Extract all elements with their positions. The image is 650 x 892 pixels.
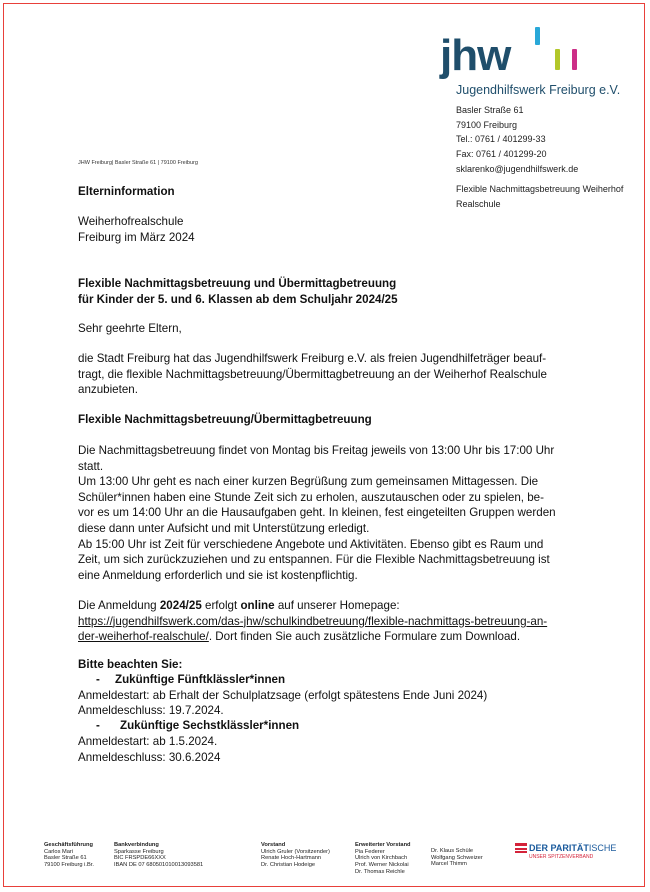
footer-management bbox=[44, 842, 94, 869]
footer-heading: Bankverbindung bbox=[114, 842, 159, 848]
registration-line-3 bbox=[78, 629, 618, 645]
group-2-deadline: Anmeldeschluss: 30.6.2024 bbox=[78, 751, 221, 764]
footer-heading: Erweiterter Vorstand bbox=[355, 842, 411, 848]
footer-bank bbox=[114, 842, 203, 869]
registration-online: online bbox=[240, 599, 275, 612]
sender-fax: Fax: 0761 / 401299-20 bbox=[456, 149, 547, 160]
registration-text: erfolgt bbox=[201, 599, 241, 612]
registration-url-line-2[interactable]: der-weiherhof-realschule/ bbox=[78, 630, 209, 644]
footer-line: Carlos Mari bbox=[44, 848, 74, 855]
logo-organization-name: Jugendhilfswerk Freiburg e.V. bbox=[456, 83, 621, 97]
return-address: JHW Freiburg| Basler Straße 61 | 79100 Freiburg bbox=[78, 160, 198, 166]
intro-line: anzubieten. bbox=[78, 383, 138, 397]
paritaetische-name-light: ISCHE bbox=[588, 843, 617, 853]
footer-line: Ulrich Gruler (Vorsitzender) bbox=[261, 848, 330, 855]
document-title: Elterninformation bbox=[78, 185, 175, 198]
registration-text: Die Anmeldung bbox=[78, 599, 160, 612]
paritaetische-subtitle: UNSER SPITZENVERBAND bbox=[529, 854, 594, 860]
details-line: Die Nachmittagsbetreuung findet von Montag bis Freitag jeweils von 13:00 Uhr bis 17:00 Uhr bbox=[78, 444, 555, 457]
jhw-logo-mark: jhw bbox=[440, 31, 511, 80]
footer-line: Pia Federer bbox=[355, 848, 385, 855]
details-line: statt. bbox=[78, 459, 104, 473]
details-line: Um 13:00 Uhr geht es nach einer kurzen Begrüßung zum gemeinsamen Mittagessen. Die bbox=[78, 475, 539, 489]
footer-line: Basler Straße 61 bbox=[44, 855, 87, 862]
footer-line: Dr. Klaus Schüle bbox=[431, 848, 474, 854]
footer-line: Renate Hoch-Hartmann bbox=[261, 855, 322, 862]
group-1-title: Zukünftige Fünftklässler*innen bbox=[115, 673, 286, 686]
registration-year: 2024/25 bbox=[159, 599, 202, 612]
footer-line: Dr. Thomas Reichle bbox=[355, 868, 405, 875]
intro-line: tragt, die flexible Nachmittagsbetreuung/Übermittagbetreuung an der Weiherhof Realschule bbox=[78, 367, 547, 381]
sender-address bbox=[456, 103, 578, 177]
footer-line: Sparkasse Freiburg bbox=[114, 848, 164, 855]
intro-paragraph bbox=[78, 351, 598, 398]
group-2-title: Zukünftige Sechstklässler*innen bbox=[120, 719, 300, 732]
department-line-2: Realschule bbox=[456, 198, 501, 209]
registration-line-1 bbox=[78, 598, 618, 614]
footer-extended-board-2 bbox=[431, 848, 483, 868]
registration-paragraph bbox=[78, 598, 618, 645]
section-heading: Flexible Nachmittagsbetreuung/Übermittagbetreuung bbox=[78, 413, 372, 426]
footer-line: Dr. Christian Hodeige bbox=[261, 862, 316, 869]
sender-phone: Tel.: 0761 / 401299-33 bbox=[456, 134, 546, 145]
details-line: eine Anmeldung erforderlich und sie ist kostenpflichtig. bbox=[78, 568, 358, 582]
paritaetische-name-bold: DER PARITÄT bbox=[529, 843, 589, 853]
footer-line: Marcel Thimm bbox=[431, 861, 467, 868]
logo-bar-magenta bbox=[572, 49, 577, 70]
footer-extended-board bbox=[355, 842, 411, 876]
paritaetische-name bbox=[529, 843, 616, 853]
bullet-dash: - bbox=[96, 673, 100, 686]
group-2-start: Anmeldestart: ab 1.5.2024. bbox=[78, 735, 218, 748]
details-line: vor es um 14:00 Uhr an die Hausaufgaben geht. In kleinen, fest eingeteilten Gruppen werden bbox=[78, 506, 556, 520]
sender-city: 79100 Freiburg bbox=[456, 119, 518, 130]
footer-heading: Vorstand bbox=[261, 842, 286, 848]
registration-url-line-1[interactable]: https://jugendhilfswerk.com/das-jhw/schulkindbetreuung/flexible-nachmittags-betreuung-an- bbox=[78, 614, 548, 628]
subject-line-2: für Kinder der 5. und 6. Klassen ab dem Schuljahr 2024/25 bbox=[78, 293, 398, 306]
details-line: Zeit, um sich zurückzuziehen und zu entspannen. Für die Flexible Nachmittagsbetreuung ist bbox=[78, 553, 550, 567]
footer-heading: Geschäftsführung bbox=[44, 842, 93, 848]
footer-line: Ulrich von Kirchbach bbox=[355, 855, 408, 862]
sender-email[interactable]: sklarenko@jugendhilfswerk.de bbox=[456, 163, 579, 174]
intro-line: die Stadt Freiburg hat das Jugendhilfswerk Freiburg e.V. als freien Jugendhilfeträger beauf- bbox=[78, 352, 547, 365]
registration-text: auf unserer Homepage: bbox=[274, 599, 400, 612]
footer-board bbox=[261, 842, 330, 869]
details-paragraph bbox=[78, 443, 608, 583]
details-line: Ab 15:00 Uhr ist Zeit für verschiedene Angebote und Aktivitäten. Ebenso gibt es Raum und bbox=[78, 537, 544, 551]
footer-line: IBAN DE 07 680501010013093581 bbox=[114, 862, 204, 869]
footer-line: 79100 Freiburg i.Br. bbox=[44, 862, 94, 869]
footer-line: Wolfgang Schweizer bbox=[431, 854, 483, 861]
footer-line: BIC FRSPDE66XXX bbox=[114, 855, 166, 862]
place-and-date: Freiburg im März 2024 bbox=[78, 231, 195, 244]
notice-heading: Bitte beachten Sie: bbox=[78, 658, 183, 671]
details-line: Schüler*innen haben eine Stunde Zeit sich zu erholen, auszutauschen oder zu spielen, be- bbox=[78, 490, 544, 504]
sender-department bbox=[456, 182, 623, 211]
sender-street: Basler Straße 61 bbox=[456, 105, 524, 115]
registration-text: . Dort finden Sie auch zusätzliche Formulare zum Download. bbox=[208, 630, 521, 644]
recipient-school: Weiherhofrealschule bbox=[78, 215, 184, 228]
logo-bar-green bbox=[555, 49, 560, 70]
subject-line-1: Flexible Nachmittagsbetreuung und Übermittagbetreuung bbox=[78, 277, 397, 290]
paritaetische-flag-icon bbox=[515, 843, 527, 853]
bullet-dash: - bbox=[96, 719, 100, 732]
details-line: diese dann unter Aufsicht und mit Unterstützung erledigt. bbox=[78, 521, 370, 535]
logo-bar-blue bbox=[535, 27, 540, 45]
group-1-start: Anmeldestart: ab Erhalt der Schulplatzsage (erfolgt spätestens Ende Juni 2024) bbox=[78, 689, 488, 702]
footer-line: Prof. Werner Nickolai bbox=[355, 862, 409, 869]
salutation: Sehr geehrte Eltern, bbox=[78, 322, 182, 335]
department-line-1: Flexible Nachmittagsbetreuung Weiherhof bbox=[456, 184, 624, 194]
group-1-deadline: Anmeldeschluss: 19.7.2024. bbox=[78, 704, 224, 717]
